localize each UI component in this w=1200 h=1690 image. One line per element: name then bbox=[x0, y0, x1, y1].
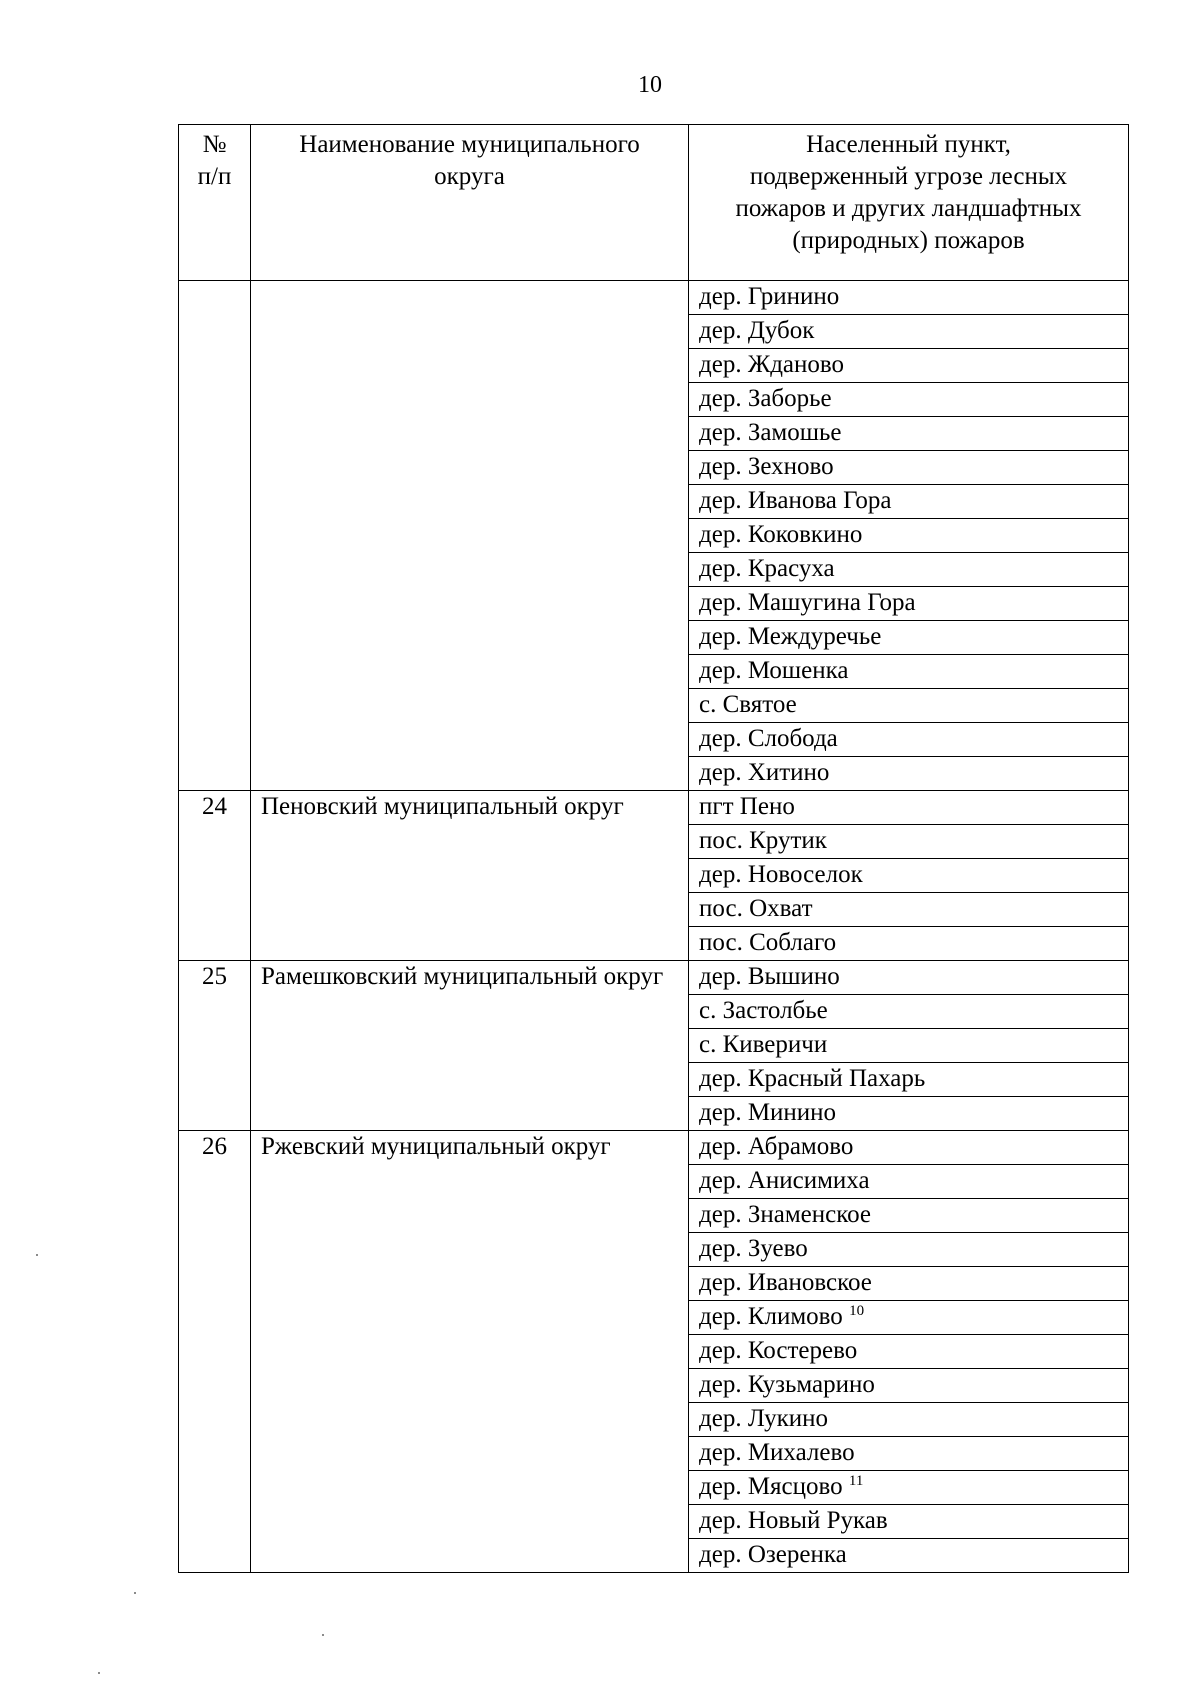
scan-speck bbox=[98, 1672, 100, 1674]
settlement-cell bbox=[689, 519, 1129, 553]
settlement-name: дер. Слобода bbox=[699, 725, 838, 752]
footnote-marker: 10 bbox=[849, 1303, 865, 1319]
settlement-cell bbox=[689, 757, 1129, 791]
settlement-cell bbox=[689, 1165, 1129, 1199]
row-number: 25 bbox=[179, 961, 251, 1131]
settlement-cell bbox=[689, 1539, 1129, 1573]
settlement-name: дер. Минино bbox=[699, 1099, 837, 1126]
settlement-cell bbox=[689, 315, 1129, 349]
settlement-cell bbox=[689, 281, 1129, 315]
table-header bbox=[179, 125, 1129, 281]
settlement-cell bbox=[689, 1505, 1129, 1539]
settlement-name: дер. Ивановское bbox=[699, 1269, 872, 1296]
table-row bbox=[179, 281, 1129, 315]
settlement-cell bbox=[689, 791, 1129, 825]
settlement-cell bbox=[689, 451, 1129, 485]
settlement-name: пос. Соблаго bbox=[699, 929, 837, 956]
settlement-name: дер. Машугина Гора bbox=[699, 589, 916, 616]
settlement-name: дер. Гринино bbox=[699, 283, 840, 310]
settlement-name: дер. Зехново bbox=[699, 453, 834, 480]
settlement-name: дер. Знаменское bbox=[699, 1201, 871, 1228]
settlement-name: дер. Междуречье bbox=[699, 623, 882, 650]
settlement-cell bbox=[689, 1403, 1129, 1437]
settlement-name: дер. Мясцово bbox=[699, 1473, 843, 1500]
row-number: 26 bbox=[179, 1131, 251, 1573]
header-district-name: Наименование муниципального округа bbox=[251, 125, 689, 281]
settlement-name: дер. Дубок bbox=[699, 317, 815, 344]
settlement-name: дер. Климово bbox=[699, 1303, 843, 1330]
settlement-cell bbox=[689, 1301, 1129, 1335]
row-number bbox=[179, 281, 251, 791]
scan-speck bbox=[134, 1592, 136, 1594]
settlement-name: дер. Хитино bbox=[699, 759, 830, 786]
settlement-name: дер. Красуха bbox=[699, 555, 835, 582]
page-number: 10 bbox=[638, 72, 662, 98]
table-row bbox=[179, 791, 1129, 825]
settlement-cell bbox=[689, 1471, 1129, 1505]
settlement-cell bbox=[689, 1063, 1129, 1097]
settlement-name: дер. Вышино bbox=[699, 963, 840, 990]
header-number: № п/п bbox=[179, 125, 251, 281]
settlement-cell bbox=[689, 995, 1129, 1029]
settlement-name: дер. Мошенка bbox=[699, 657, 849, 684]
settlement-cell bbox=[689, 1131, 1129, 1165]
settlement-name: дер. Костерево bbox=[699, 1337, 858, 1364]
scan-speck bbox=[36, 1254, 38, 1256]
settlement-cell bbox=[689, 587, 1129, 621]
district-name: Рамешковский муниципальный округ bbox=[251, 961, 689, 1131]
settlement-name: с. Киверичи bbox=[699, 1031, 828, 1058]
settlement-name: пос. Охват bbox=[699, 895, 813, 922]
district-name bbox=[251, 281, 689, 791]
settlement-name: дер. Михалево bbox=[699, 1439, 855, 1466]
settlement-name: дер. Жданово bbox=[699, 351, 845, 378]
settlement-cell bbox=[689, 1369, 1129, 1403]
settlement-cell bbox=[689, 1437, 1129, 1471]
header-settlement: Населенный пункт, подверженный угрозе лесных пожаров и других ландшафтных (природных) пожаров bbox=[689, 125, 1129, 281]
settlement-name: дер. Кузьмарино bbox=[699, 1371, 875, 1398]
table-row bbox=[179, 961, 1129, 995]
settlement-name: дер. Озеренка bbox=[699, 1541, 847, 1568]
settlement-name: пос. Крутик bbox=[699, 827, 827, 854]
settlement-name: дер. Красный Пахарь bbox=[699, 1065, 926, 1092]
settlement-cell bbox=[689, 417, 1129, 451]
table-row bbox=[179, 1131, 1129, 1165]
settlement-cell bbox=[689, 825, 1129, 859]
district-name: Ржевский муниципальный округ bbox=[251, 1131, 689, 1573]
settlement-cell bbox=[689, 723, 1129, 757]
settlement-name: с. Святое bbox=[699, 691, 797, 718]
settlement-name: дер. Новоселок bbox=[699, 861, 863, 888]
settlement-cell bbox=[689, 1335, 1129, 1369]
settlement-name: дер. Абрамово bbox=[699, 1133, 854, 1160]
settlement-cell bbox=[689, 1267, 1129, 1301]
table-body bbox=[179, 281, 1129, 1573]
settlement-cell bbox=[689, 485, 1129, 519]
settlement-name: дер. Замошье bbox=[699, 419, 842, 446]
scan-speck bbox=[322, 1634, 324, 1636]
settlement-cell bbox=[689, 689, 1129, 723]
settlement-name: с. Застолбье bbox=[699, 997, 828, 1024]
settlement-name: дер. Заборье bbox=[699, 385, 832, 412]
settlement-name: пгт Пено bbox=[699, 793, 795, 820]
settlement-cell bbox=[689, 1199, 1129, 1233]
settlement-name: дер. Зуево bbox=[699, 1235, 808, 1262]
district-name: Пеновский муниципальный округ bbox=[251, 791, 689, 961]
settlement-name: дер. Иванова Гора bbox=[699, 487, 892, 514]
row-number: 24 bbox=[179, 791, 251, 961]
settlement-cell bbox=[689, 1029, 1129, 1063]
settlement-cell bbox=[689, 1097, 1129, 1131]
settlement-name: дер. Новый Рукав bbox=[699, 1507, 888, 1534]
settlement-cell bbox=[689, 859, 1129, 893]
footnote-marker: 11 bbox=[848, 1473, 864, 1489]
settlement-cell bbox=[689, 383, 1129, 417]
settlement-cell bbox=[689, 655, 1129, 689]
settlement-cell bbox=[689, 621, 1129, 655]
settlement-cell bbox=[689, 1233, 1129, 1267]
settlement-cell bbox=[689, 961, 1129, 995]
settlement-name: дер. Анисимиха bbox=[699, 1167, 870, 1194]
settlement-name: дер. Коковкино bbox=[699, 521, 863, 548]
settlement-cell bbox=[689, 553, 1129, 587]
settlements-table bbox=[178, 124, 1129, 1573]
settlement-cell bbox=[689, 349, 1129, 383]
settlement-name: дер. Лукино bbox=[699, 1405, 829, 1432]
settlement-cell bbox=[689, 927, 1129, 961]
settlement-cell bbox=[689, 893, 1129, 927]
